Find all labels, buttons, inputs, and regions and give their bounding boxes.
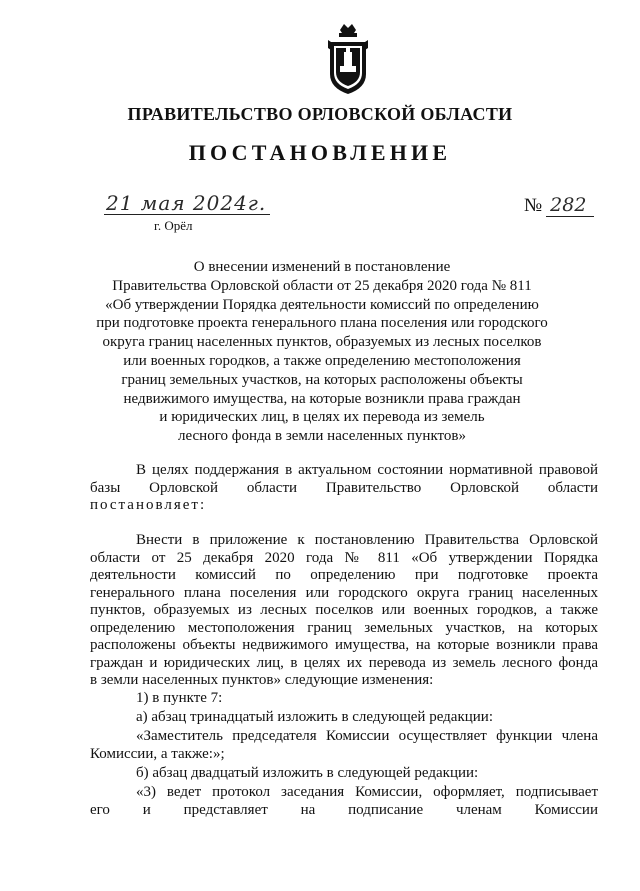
list-item-quote [90,784,598,819]
body-paragraph [90,532,598,690]
organization-name: ПРАВИТЕЛЬСТВО ОРЛОВСКОЙ ОБЛАСТИ [127,104,513,124]
title-line: недвижимого имущества, на которые возникли права граждан [123,390,521,407]
body-line: пунктов, образуемых из лесных поселков или военных городков, а также [90,602,598,618]
number-sign: № [524,195,543,216]
body-line: определению местоположения границ земельных участков, на которых [90,619,598,636]
title-line: и юридических лиц, в целях их перевода из земель [159,409,485,426]
body-line: в земли населенных пунктов» следующие изменения: [90,672,434,688]
title-line: О внесении изменений в постановление [193,259,451,275]
title-line: лесного фонда в земли населенных пунктов» [178,428,466,445]
list-item: 1) в пункте 7: [136,690,223,706]
document-number [524,194,594,217]
document-city: г. Орёл [154,218,193,233]
list-item: б) абзац двадцатый изложить в следующей редакции: [136,765,479,781]
quote-line: его и представляет на подписание членам Комиссии [90,801,598,818]
title-line: «Об утверждении Порядка деятельности комиссий по определению [105,296,539,313]
quote-line: Комиссии, а также:»; [90,745,225,762]
document-title [90,258,554,446]
preamble-line: базы Орловской области Правительство Орловской области [90,479,598,496]
document-type: ПОСТАНОВЛЕНИЕ [188,140,452,165]
title-line: границ земельных участков, на которых расположены объекты [121,371,523,388]
list-item: а) абзац тринадцатый изложить в следующей редакции: [136,709,493,725]
title-line: округа границ населенных пунктов, образуемых из лесных поселков [102,334,542,351]
number-value: 282 [546,194,594,217]
preamble-line: В целях поддержания в актуальном состоянии нормативной правовой [136,462,598,478]
quote-line: «3) ведет протокол заседания Комиссии, оформляет, подписывает [136,784,598,800]
document-date: 21 мая 2024г. [104,192,270,215]
body-line: генерального плана поселения или городского округа границ населенных [90,584,598,601]
preamble-paragraph [90,462,598,515]
coat-of-arms-icon [326,22,370,96]
title-line: Правительства Орловской области от 25 декабря 2020 года № 811 [112,277,532,294]
body-line: Внести в приложение к постановлению Правительства Орловской [136,532,598,548]
body-line: деятельности комиссий по определению при подготовке проекта [90,567,598,583]
title-line: при подготовке проекта генерального плана поселения или городского [96,315,548,332]
body-line: области от 25 декабря 2020 года № 811 «Об утверждении Порядка [90,549,598,566]
title-line: или военных городков, а также определению местоположения [123,352,521,369]
quote-line: «Заместитель председателя Комиссии осуществляет функции члена [136,728,598,744]
list-item-quote [90,728,598,763]
preamble-resolve: постановляет: [90,497,207,513]
body-line: расположены объекты недвижимого имущества, на которые возникли права [90,637,598,653]
body-line: граждан и юридических лиц, в целях их перевода из земель лесного фонда [90,654,598,671]
